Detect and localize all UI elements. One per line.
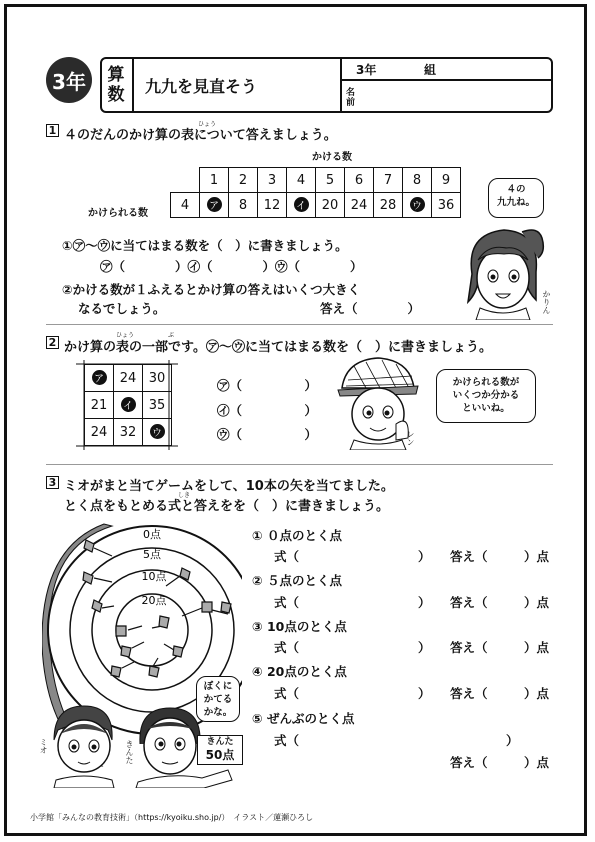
item-label: ぜんぶのとく点: [266, 711, 355, 726]
class-kumi: 組: [424, 63, 437, 77]
table-corner: [171, 168, 200, 193]
grid-cell: 30: [143, 365, 172, 392]
grid-cell-a[interactable]: [85, 365, 114, 392]
subject-char-2: 数: [107, 85, 125, 105]
q3-item-5: [252, 709, 354, 727]
ren-name: レン: [406, 430, 415, 446]
q3-shiki-close-2: ）: [418, 595, 431, 610]
q2-answer-a[interactable]: ㋐（ ）: [217, 378, 318, 393]
product-cell: 4: [171, 193, 200, 218]
subject-label: [100, 57, 134, 113]
question-1-text: ４のだんのかけ算の表について答えましょう。: [64, 128, 337, 143]
circled-a: ア: [92, 370, 107, 385]
q1-sub1-answers[interactable]: ㋐（ ）㋑（ ）㋒（ ）: [100, 259, 363, 274]
q3-item-4: [252, 662, 347, 680]
item-num: ②: [252, 573, 263, 588]
q3-answer-unit-1: ）点: [524, 549, 550, 564]
q3-answer-5[interactable]: 答え（: [450, 755, 488, 770]
q3-answer-unit-2: ）点: [524, 595, 550, 610]
q1-sub2-line1: ②かける数が１ふえるとかけ算の答えはいくつ大きく: [62, 282, 361, 297]
q3-shiki-2[interactable]: 式（: [274, 595, 300, 610]
name-label-2: 前: [346, 98, 356, 108]
circled-i: イ: [294, 197, 309, 212]
grid-cell: 32: [114, 419, 143, 446]
q3-item-1: [252, 526, 342, 544]
q1-sub2-line2: なるでしょう。: [78, 301, 166, 316]
section-divider-2: [46, 464, 553, 465]
q3-ruby: しき: [178, 492, 191, 499]
class-grade: 3年: [356, 63, 377, 77]
circled-i: イ: [121, 397, 136, 412]
question-3-line1: ミオがまと当てゲームをして、10本の矢を当てました。: [64, 479, 394, 494]
product-cell: 24: [345, 193, 374, 218]
q3-answer-4[interactable]: 答え（: [450, 686, 488, 701]
footer-credit: 小学館「みんなの教育技術」（https://kyoiku.sho.jp/） イラスト／蓮瀬ひろし: [30, 813, 314, 822]
q3-answer-unit-4: ）点: [524, 686, 550, 701]
q3-shiki-close-5: ）: [506, 733, 519, 748]
q3-shiki-4[interactable]: 式（: [274, 686, 300, 701]
kinta-sign-score: 50点: [205, 748, 235, 762]
q3-answer-3[interactable]: 答え（: [450, 640, 488, 655]
item-num: ③: [252, 619, 263, 634]
circled-u: ウ: [410, 197, 425, 212]
grid-cell-u[interactable]: [143, 419, 172, 446]
q3-shiki-close-3: ）: [418, 640, 431, 655]
karin-illustration: [458, 222, 548, 320]
q3-answer-1[interactable]: 答え（: [450, 549, 488, 564]
product-cell-a[interactable]: [200, 193, 229, 218]
kinta-name: きんた: [125, 740, 134, 764]
item-label: ５点のとく点: [266, 573, 342, 588]
name-field[interactable]: [365, 85, 550, 109]
product-cell: 20: [316, 193, 345, 218]
q3-answer-2[interactable]: 答え（: [450, 595, 488, 610]
product-cell: 36: [432, 193, 461, 218]
multiplier-cell: 5: [316, 168, 345, 193]
grid-cell-i[interactable]: [114, 392, 143, 419]
multiplier-cell: 4: [287, 168, 316, 193]
mio-illustration: [48, 700, 118, 788]
q2-answer-u[interactable]: ㋒（ ）: [217, 427, 318, 442]
section-divider-1: [46, 324, 553, 325]
ren-speech-bubble: かけられる数が いくつか分かる といいね。: [436, 369, 536, 423]
partial-times-table: [84, 364, 172, 446]
kinta-sign-name: きんた: [206, 737, 234, 747]
circled-u: ウ: [150, 424, 165, 439]
grid-cell: 21: [85, 392, 114, 419]
product-cell-u[interactable]: [403, 193, 432, 218]
name-label: [346, 88, 358, 108]
grid-cell: 24: [114, 365, 143, 392]
circled-a: ア: [207, 197, 222, 212]
product-cell: 12: [258, 193, 287, 218]
item-label: 20点のとく点: [266, 664, 347, 679]
question-2-number: 2: [46, 336, 59, 349]
grid-cell: 24: [85, 419, 114, 446]
multiplier-cell: 3: [258, 168, 287, 193]
q2-ruby-2: ぶ: [168, 332, 175, 339]
q3-shiki-3[interactable]: 式（: [274, 640, 300, 655]
grid-cell: 35: [143, 392, 172, 419]
ring-label-5: 5点: [143, 548, 161, 561]
q1-ruby: ひょう: [198, 121, 217, 128]
ring-label-0: 0点: [143, 528, 161, 541]
item-num: ④: [252, 664, 263, 679]
product-cell: 28: [374, 193, 403, 218]
multiplier-cell: 2: [229, 168, 258, 193]
q3-item-2: [252, 571, 342, 589]
q2-answer-i[interactable]: ㋑（ ）: [217, 403, 318, 418]
table-top-label: かける数: [312, 152, 352, 163]
name-label-1: 名: [346, 88, 356, 98]
table-side-label: かけられる数: [88, 208, 148, 219]
ring-label-10: 10点: [141, 570, 167, 583]
item-label: ０点のとく点: [266, 528, 342, 543]
subject-char-1: 算: [107, 65, 125, 85]
question-2-text: かけ算の表の一部です。㋐～㋒に当てはまる数を（ ）に書きましょう。: [64, 340, 492, 355]
q1-sub1: ①㋐～㋒に当てはまる数を（ ）に書きましょう。: [62, 238, 348, 253]
grade-badge: 3年: [46, 57, 92, 103]
question-3-number: 3: [46, 476, 59, 489]
question-3-line2: とく点をもとめる式と答えをを（ ）に書きましょう。: [64, 499, 390, 514]
product-cell: 8: [229, 193, 258, 218]
question-1-number: 1: [46, 124, 59, 137]
item-num: ①: [252, 528, 263, 543]
q1-sub2-answer[interactable]: 答え（ ）: [320, 301, 421, 316]
kinta-speech-bubble: ぼくに かてる かな。: [196, 676, 240, 722]
karin-name: かりん: [542, 290, 551, 314]
q3-item-3: [252, 617, 347, 635]
item-num: ⑤: [252, 711, 263, 726]
item-label: 10点のとく点: [266, 619, 347, 634]
q3-shiki-close-4: ）: [418, 686, 431, 701]
shiki-label: 式（: [274, 549, 300, 564]
q3-answer-unit-5: ）点: [524, 755, 550, 770]
karin-speech-bubble: ４の 九九ね。: [488, 178, 544, 218]
multiplier-cell: 6: [345, 168, 374, 193]
kinta-score-sign: [197, 735, 243, 765]
ring-label-20: 20点: [141, 594, 167, 607]
multiplier-cell: 9: [432, 168, 461, 193]
multiplication-table: [170, 167, 461, 218]
multiplier-cell: 7: [374, 168, 403, 193]
product-cell-i[interactable]: [287, 193, 316, 218]
q2-ruby-1: ひょう: [116, 332, 135, 339]
q3-shiki-close-1: ）: [418, 549, 431, 564]
multiplier-cell: 8: [403, 168, 432, 193]
multiplier-cell: 1: [200, 168, 229, 193]
mio-name: ミオ: [39, 738, 48, 754]
q3-shiki-1[interactable]: [274, 547, 299, 565]
page-title: 九九を見直そう: [145, 77, 258, 96]
q3-answer-unit-3: ）点: [524, 640, 550, 655]
q3-shiki-5[interactable]: 式（: [274, 733, 300, 748]
